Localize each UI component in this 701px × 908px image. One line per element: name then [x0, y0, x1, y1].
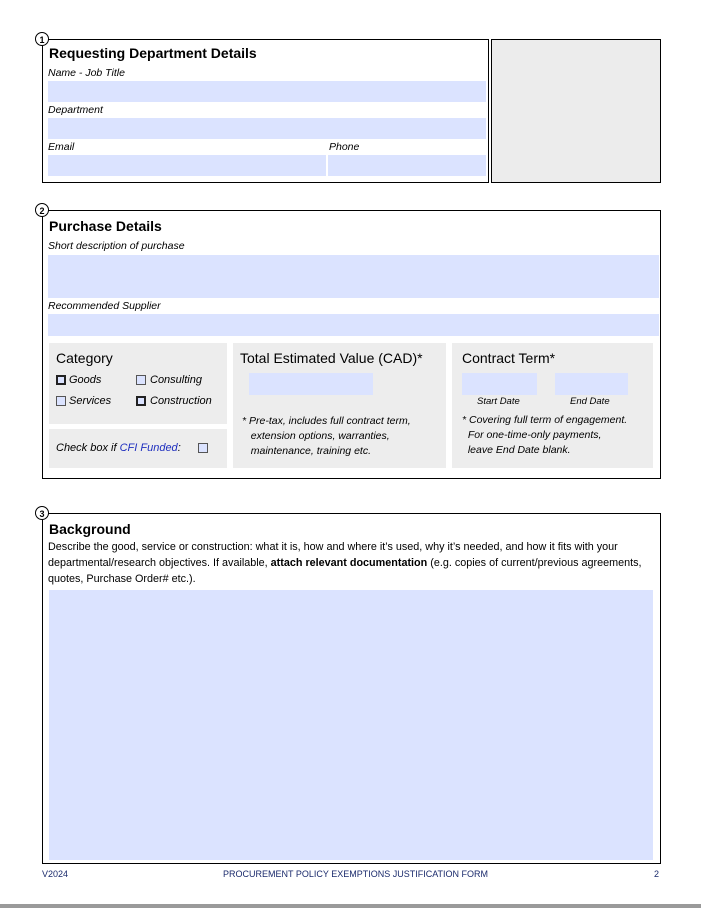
goods-checkbox[interactable] [56, 375, 66, 385]
signature-stamp-box [491, 39, 661, 183]
short-description-field[interactable] [48, 255, 659, 298]
footer-version: V2024 [42, 869, 69, 879]
email-label: Email [48, 141, 75, 153]
background-desc-part2: (e.g. copies of current/previous agreements, quotes, Purchase Order# etc.). [48, 557, 642, 585]
construction-label: Construction [150, 395, 212, 407]
background-desc-bold: attach relevant documentation [270, 557, 428, 569]
section-2-title: Purchase Details [49, 218, 162, 234]
recommended-supplier-field[interactable] [48, 314, 659, 336]
section-number-3: 3 [35, 506, 49, 520]
cfi-prefix: Check box if [56, 442, 120, 454]
background-description [48, 539, 658, 587]
goods-label: Goods [69, 374, 102, 386]
background-field[interactable] [49, 590, 653, 860]
section-3-title: Background [49, 521, 131, 537]
end-date-field[interactable] [555, 373, 628, 395]
footer-page-number: 2 [654, 869, 660, 879]
consulting-checkbox[interactable] [136, 375, 146, 385]
end-date-label: End Date [570, 396, 610, 407]
department-field[interactable] [48, 118, 486, 139]
cfi-suffix: : [177, 442, 181, 454]
background-desc-part1: Describe the good, service or construction: what it is, how and where it’s used, why it’s needed, and how it fits with your departmental/research objectives. If available, [48, 541, 618, 569]
short-description-label: Short description of purchase [48, 240, 185, 252]
cfi-funded-label [56, 442, 181, 454]
recommended-supplier-label: Recommended Supplier [48, 300, 161, 312]
estimated-value-note: * Pre-tax, includes full contract term, extension options, warranties, maintenance, training etc. [242, 415, 411, 457]
construction-checkbox[interactable] [136, 396, 146, 406]
email-field[interactable] [48, 155, 326, 176]
start-date-field[interactable] [462, 373, 537, 395]
section-1-title: Requesting Department Details [49, 45, 257, 61]
cfi-funded-checkbox[interactable] [198, 443, 208, 453]
contract-term-note: * Covering full term of engagement. For one-time-only payments, leave End Date blank. [462, 414, 628, 456]
estimated-value-title: Total Estimated Value (CAD)* [240, 350, 423, 366]
cfi-funded-link[interactable]: CFI Funded [119, 442, 178, 454]
phone-label: Phone [329, 141, 360, 153]
name-job-title-label: Name - Job Title [48, 67, 125, 79]
consulting-label: Consulting [150, 374, 202, 386]
phone-field[interactable] [328, 155, 486, 176]
footer-form-title: PROCUREMENT POLICY EXEMPTIONS JUSTIFICATION FORM [223, 869, 489, 879]
estimated-value-field[interactable] [249, 373, 373, 395]
section-number-1: 1 [35, 32, 49, 46]
name-job-title-field[interactable] [48, 81, 486, 102]
department-label: Department [48, 104, 103, 116]
section-number-2: 2 [35, 203, 49, 217]
start-date-label: Start Date [477, 396, 520, 407]
services-label: Services [69, 395, 112, 407]
services-checkbox[interactable] [56, 396, 66, 406]
contract-term-title: Contract Term* [462, 350, 556, 366]
page-bottom-edge [0, 904, 701, 908]
category-title: Category [56, 350, 113, 366]
